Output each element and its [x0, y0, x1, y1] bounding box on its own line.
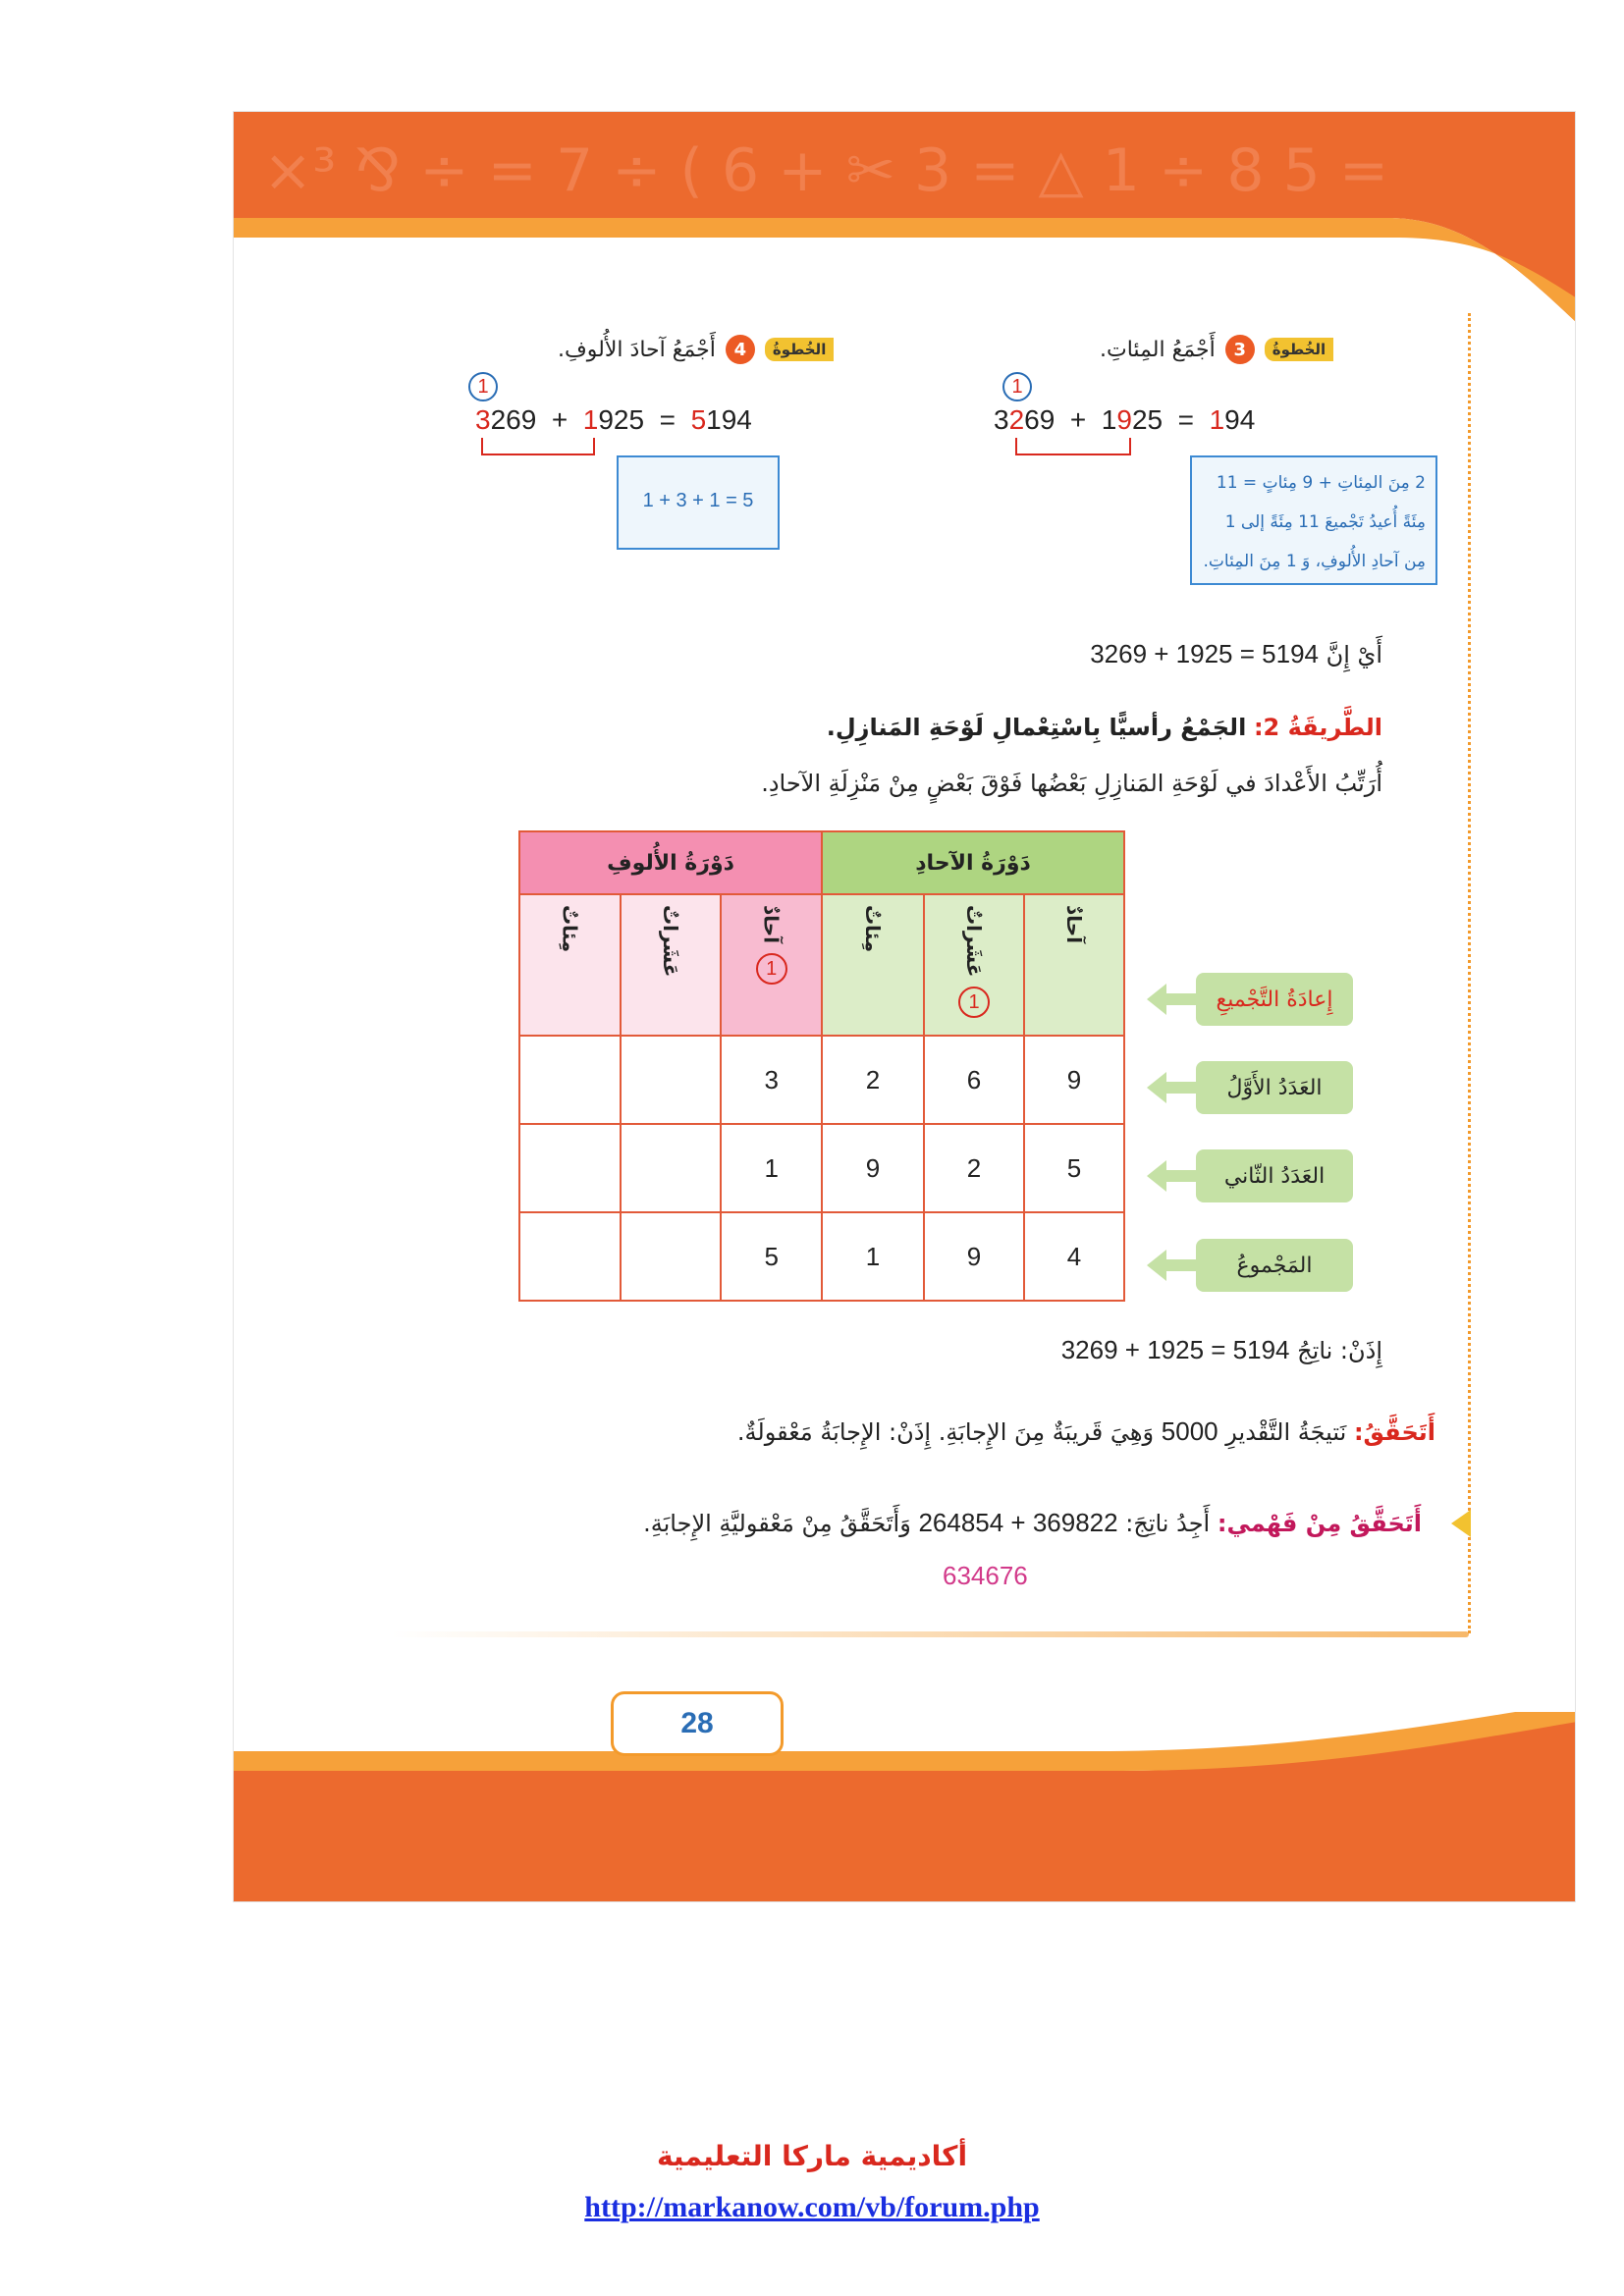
col-thousands-tens	[621, 894, 722, 1036]
check-value: 5000	[1161, 1416, 1218, 1446]
step4-heading	[558, 335, 834, 364]
step4-carry-mark: 1	[468, 372, 498, 401]
col-units-ones-label: آحادٌ	[1062, 905, 1086, 944]
step4-b-thousands: 1	[582, 404, 599, 435]
carry-mark-tens: 1	[958, 987, 990, 1018]
col-thousands-hundreds	[519, 894, 621, 1036]
step4-b-rest: 925	[598, 404, 645, 435]
place-value-table	[518, 830, 1125, 1302]
step4-tag: الخُطوةُ	[765, 338, 834, 361]
step3-b-rest: 25	[1131, 404, 1164, 435]
table-cell: 2	[822, 1036, 924, 1124]
carry-mark-thousands: 1	[756, 953, 787, 985]
row-label-first-number: العَدَدُ الأَوَّلُ	[1196, 1061, 1353, 1114]
col-units-hundreds-label: مِئاتٌ	[861, 905, 885, 953]
table-cell: 6	[924, 1036, 1024, 1124]
table-row-first-number	[519, 1036, 1124, 1124]
summary2-equation: 3269 + 1925 = 5194	[1060, 1335, 1290, 1364]
summary1-equation: 3269 + 1925 = 5194	[1090, 639, 1319, 668]
table-row-sum	[519, 1212, 1124, 1301]
step3-equation	[994, 404, 1255, 436]
col-units-tens	[924, 894, 1024, 1036]
row-label-regroup: إِعادَةُ التَّجْميعِ	[1196, 973, 1353, 1026]
step4-number: 4	[726, 335, 755, 364]
step4-equals: =	[659, 404, 676, 435]
content-frame-bottom	[391, 1631, 1469, 1637]
pointer-arrow-icon	[1451, 1510, 1471, 1537]
step3-tag: الخُطوةُ	[1265, 338, 1333, 361]
summary1-line	[1090, 639, 1382, 669]
step3-b-hundreds: 9	[1116, 404, 1132, 435]
table-row-second-number	[519, 1124, 1124, 1212]
understand-line	[643, 1508, 1422, 1538]
svg-text:×³ ⅋ ÷ = 7 ÷ ( 6 + ✂ 3 = △ 1 ÷: ×³ ⅋ ÷ = 7 ÷ ( 6 + ✂ 3 = △ 1 ÷ 8 5 =	[263, 136, 1389, 205]
summary2-prefix: إِذَنْ: ناتِجُ	[1297, 1337, 1382, 1364]
step3-note-box	[1190, 455, 1437, 585]
method2-instruction: أُرَتِّبُ الأَعْدادَ في لَوْحَةِ المَنازِلِ بَعْضُها فَوْقَ بَعْضٍ مِنْ مَنْزِلَةِ الآحادِ.	[761, 770, 1382, 797]
table-cell: 3	[721, 1036, 822, 1124]
step4-text: أَجْمَعُ آحادَ الأُلوفِ.	[558, 337, 716, 362]
col-units-hundreds	[822, 894, 924, 1036]
step3-result-rest: 94	[1224, 404, 1256, 435]
step4-equation	[475, 404, 752, 436]
handwritten-answer: 634676	[943, 1561, 1028, 1590]
col-thousands-ones	[721, 894, 822, 1036]
step3-b-thousands: 1	[1101, 404, 1117, 435]
col-units-ones	[1024, 894, 1124, 1036]
footer-title: أكاديمية ماركا التعليمية	[656, 2140, 968, 2172]
table-cell: 5	[1024, 1124, 1124, 1212]
table-cell	[519, 1212, 621, 1301]
step3-note-line3: مِن آحادِ الأُلوفِ، وَ 1 مِنَ المِئاتِ.	[1203, 552, 1426, 571]
step4-result-thousands: 5	[690, 404, 707, 435]
check-label: أَتَحَقَّقُ:	[1353, 1418, 1435, 1446]
method2-label: الطَّريقَةُ 2:	[1253, 714, 1382, 741]
step3-number: 3	[1225, 335, 1255, 364]
step3-note-line2: مِئَةً أُعيدُ تَجْميعَ 11 مِئَةً إلى 1	[1224, 512, 1426, 532]
step4-a-rest: 269	[490, 404, 537, 435]
step3-a-hundreds: 2	[1008, 404, 1025, 435]
table-cell: 9	[822, 1124, 924, 1212]
step3-note-line1: 2 مِنَ المِئاتِ + 9 مِئاتٍ = 11	[1216, 473, 1426, 493]
row-label-second-number: العَدَدُ الثّاني	[1196, 1149, 1353, 1202]
col-units-tens-label: عَشَراتٌ	[962, 905, 986, 978]
table-cell	[621, 1124, 722, 1212]
col-thousands-hundreds-label: مِئاتٌ	[558, 905, 582, 953]
page-number: 28	[611, 1691, 784, 1756]
understand-expression: 264854 + 369822	[918, 1508, 1118, 1537]
step3-a-rest: 69	[1024, 404, 1056, 435]
method2-title: الجَمْعُ رأسيًّا بِاسْتِعْمالِ لَوْحَةِ المَنازِلِ.	[826, 714, 1247, 741]
table-cell: 1	[721, 1124, 822, 1212]
method2-heading	[827, 714, 1382, 741]
step4-result-rest: 194	[706, 404, 752, 435]
step3-heading	[1100, 335, 1333, 364]
table-cell: 4	[1024, 1212, 1124, 1301]
step4-bracket	[481, 438, 595, 455]
step4-note-box: 1 + 3 + 1 = 5	[617, 455, 780, 550]
row-label-sum: المَجْموعُ	[1196, 1239, 1353, 1292]
step4-a-thousands: 3	[475, 404, 491, 435]
understand-label: أَتَحَقَّقُ مِنْ فَهْمي:	[1217, 1510, 1422, 1537]
check-text-a: نَتيجَةُ التَّقْديرِ	[1225, 1418, 1347, 1446]
step3-text: أَجْمَعُ المِئاتِ.	[1100, 337, 1216, 362]
table-cell: 1	[822, 1212, 924, 1301]
summary1-prefix: أَيْ إِنَّ	[1326, 641, 1382, 668]
table-cell: 5	[721, 1212, 822, 1301]
table-cell	[519, 1124, 621, 1212]
table-cell: 9	[1024, 1036, 1124, 1124]
table-cell: 9	[924, 1212, 1024, 1301]
step3-carry-mark: 1	[1002, 372, 1032, 401]
header-banner	[234, 112, 1576, 323]
step3-equals: =	[1177, 404, 1195, 435]
group-thousands-header: دَوْرَةُ الأُلوفِ	[519, 831, 822, 894]
step3-plus: +	[1069, 404, 1087, 435]
table-cell	[621, 1212, 722, 1301]
footer-banner	[234, 1712, 1576, 1902]
check-text-b: وَهِيَ قَريبَةٌ مِنَ الإِجابَةِ. إِذَنْ: الإِجابَةُ مَعْقولَةٌ.	[736, 1418, 1155, 1446]
step3-result-hundreds: 1	[1209, 404, 1225, 435]
understand-text-b: وَأَتَحَقَّقُ مِنْ مَعْقوليَّةِ الإِجابَةِ.	[643, 1510, 911, 1537]
content-frame-right	[1461, 313, 1471, 1633]
col-thousands-tens-label: عَشَراتٌ	[659, 905, 683, 978]
summary2-line	[1061, 1335, 1382, 1365]
col-thousands-ones-label: آحادٌ	[759, 905, 784, 944]
table-cell	[519, 1036, 621, 1124]
table-cell	[621, 1036, 722, 1124]
step3-bracket	[1015, 438, 1131, 455]
table-cell: 2	[924, 1124, 1024, 1212]
footer-link[interactable]: http://markanow.com/vb/forum.php	[584, 2191, 1040, 2223]
group-units-header: دَوْرَةُ الآحادِ	[822, 831, 1124, 894]
step4-plus: +	[551, 404, 568, 435]
check-line	[737, 1416, 1435, 1447]
step3-a-thousands: 3	[994, 404, 1009, 435]
understand-text-a: أَجِدُ ناتِجَ:	[1125, 1510, 1211, 1537]
